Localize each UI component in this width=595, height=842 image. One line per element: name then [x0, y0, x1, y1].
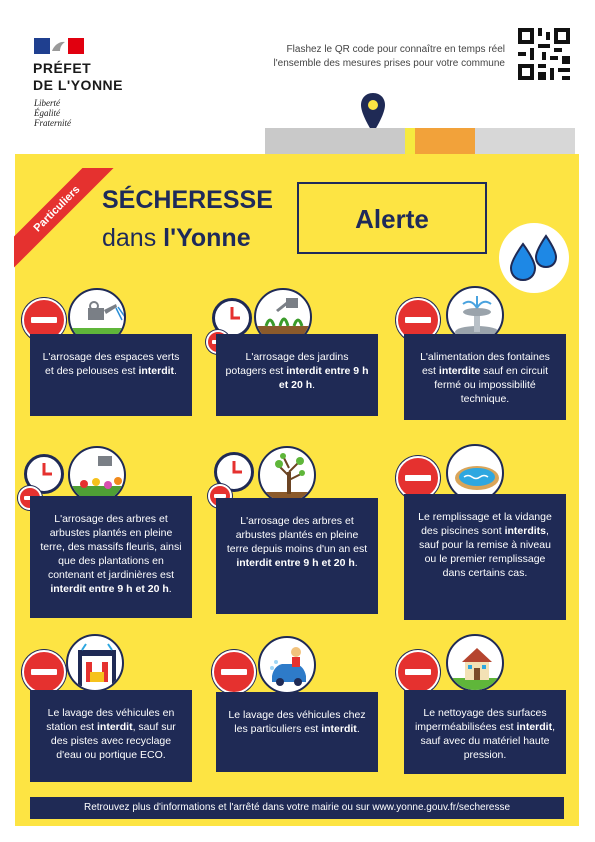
rule-card: Le lavage des véhicules en station est interdit, sauf sur des pistes avec recyclage d'eau ou portique ECO.	[30, 690, 192, 782]
no-entry-icon	[396, 650, 440, 694]
audience-ribbon	[14, 168, 114, 268]
footer-info: Retrouvez plus d'informations et l'arrêté dans votre mairie ou sur www.yonne.gouv.fr/secheresse	[30, 797, 564, 819]
tree-icon	[258, 446, 316, 504]
decor-strip	[265, 128, 405, 154]
header	[0, 0, 595, 160]
decor-strip	[415, 128, 475, 154]
no-entry-icon	[22, 650, 66, 694]
rule-card: L'arrosage des arbres et arbustes plantés en pleine terre, des massifs fleuris, ainsi que des plantations en contenant et jardinières est interdit entre 9 h et 20 h.	[30, 496, 192, 618]
rule-card: L'alimentation des fontaines est interdite sauf en circuit fermé ou impossibilité technique.	[404, 334, 566, 420]
water-drops-icon	[498, 222, 570, 294]
car-wash-station-icon	[66, 634, 124, 692]
prefecture-name: PRÉFET DE L'YONNE	[33, 60, 124, 93]
rule-card: L'arrosage des arbres et arbustes plantés en pleine terre depuis moins d'un an est interdit entre 9 h et 20 h.	[216, 498, 378, 614]
rule-card: L'arrosage des jardins potagers est interdit entre 9 h et 20 h.	[216, 334, 378, 416]
qr-instructions: Flashez le QR code pour connaître en temps réel l'ensemble des mesures prises pour votre commune	[273, 44, 505, 69]
rule-card: Le lavage des véhicules chez les particuliers est interdit.	[216, 692, 378, 772]
alert-level: Alerte	[355, 204, 429, 234]
rule-card: L'arrosage des espaces verts et des pelouses est interdit.	[30, 334, 192, 416]
house-cleaning-icon	[446, 634, 504, 692]
alert-level-box	[297, 182, 487, 254]
republic-motto: Liberté Égalité Fraternité	[34, 98, 71, 128]
decor-strip	[405, 128, 415, 154]
decor-strip	[475, 128, 575, 154]
no-entry-icon	[212, 650, 256, 694]
title-sub: dans l'Yonne	[102, 224, 251, 252]
marianne-logo	[34, 38, 84, 54]
rule-card: Le remplissage et la vidange des piscines sont interdits, sauf pour la remise à niveau ou le premier remplissage dans certains cas.	[404, 494, 566, 620]
rule-card: Le nettoyage des surfaces imperméabilisées est interdit, sauf avec du matériel haute pression.	[404, 690, 566, 774]
ribbon-label: Particuliers	[14, 168, 114, 268]
qr-code[interactable]	[518, 28, 570, 80]
title-main: SÉCHERESSE	[102, 186, 273, 214]
car-wash-home-icon	[258, 636, 316, 694]
